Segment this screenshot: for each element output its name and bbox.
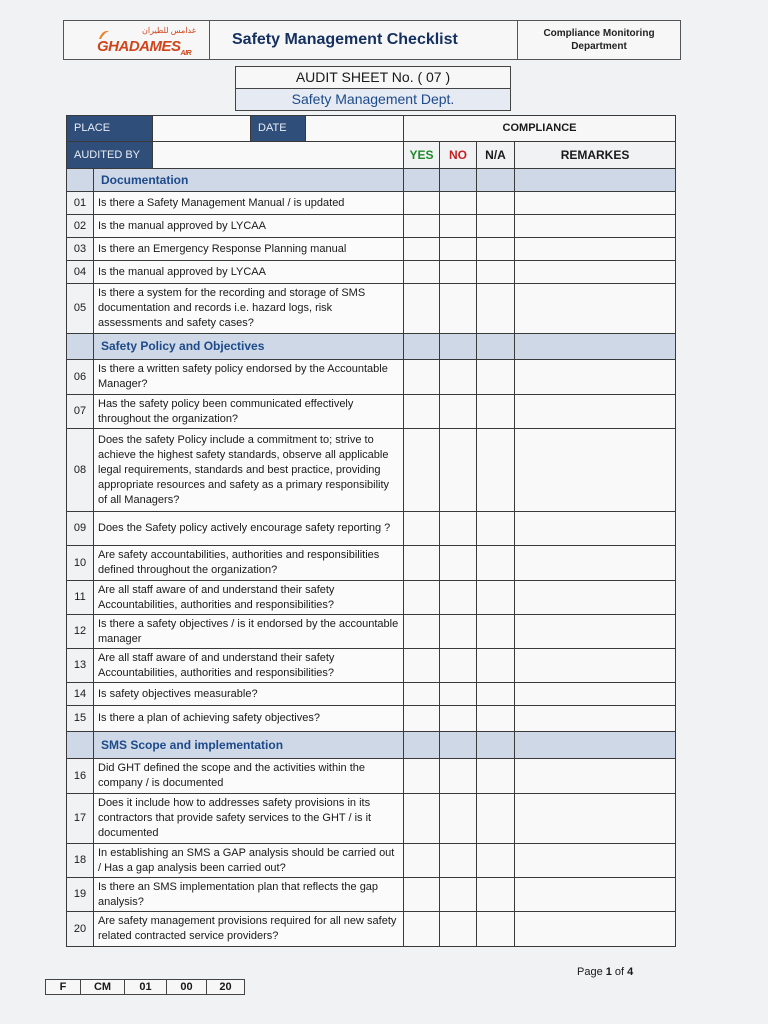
checklist-row xyxy=(67,912,676,947)
row-number: 11 xyxy=(67,581,94,615)
section-compliance-cell xyxy=(440,732,477,759)
section-compliance-cell xyxy=(404,334,440,360)
yes-cell[interactable] xyxy=(404,284,440,334)
no-cell[interactable] xyxy=(440,581,477,615)
page-total: 4 xyxy=(627,966,634,978)
remarks-cell[interactable] xyxy=(515,649,676,683)
no-cell[interactable] xyxy=(440,649,477,683)
row-number: 01 xyxy=(67,192,94,215)
remarks-cell[interactable] xyxy=(515,284,676,334)
yes-cell[interactable] xyxy=(404,844,440,878)
date-label: DATE xyxy=(251,116,306,142)
form-code-part: F xyxy=(46,980,81,994)
question-text: Are all staff aware of and understand their safety Accountabilities, authorities and responsibilities? xyxy=(94,649,404,683)
question-text: Is there an SMS implementation plan that reflects the gap analysis? xyxy=(94,878,404,912)
checklist-table xyxy=(66,115,676,947)
na-cell[interactable] xyxy=(477,649,515,683)
section-compliance-cell xyxy=(477,334,515,360)
yes-cell[interactable] xyxy=(404,429,440,512)
form-code-part: CM xyxy=(81,980,125,994)
question-text: In establishing an SMS a GAP analysis should be carried out / Has a gap analysis been carried out? xyxy=(94,844,404,878)
na-cell[interactable] xyxy=(477,759,515,794)
na-cell[interactable] xyxy=(477,360,515,395)
row-number: 15 xyxy=(67,706,94,732)
yes-cell[interactable] xyxy=(404,261,440,284)
yes-cell[interactable] xyxy=(404,878,440,912)
na-cell[interactable] xyxy=(477,238,515,261)
yes-cell[interactable] xyxy=(404,794,440,844)
no-cell[interactable] xyxy=(440,706,477,732)
row-number: 19 xyxy=(67,878,94,912)
na-cell[interactable] xyxy=(477,395,515,429)
remarks-cell[interactable] xyxy=(515,706,676,732)
section-header-row xyxy=(67,732,676,759)
row-number: 13 xyxy=(67,649,94,683)
yes-cell[interactable] xyxy=(404,546,440,581)
place-date-row xyxy=(67,116,676,142)
page-number xyxy=(577,966,633,978)
place-field[interactable] xyxy=(153,116,251,142)
na-cell[interactable] xyxy=(477,215,515,238)
logo-brand xyxy=(97,38,191,57)
na-cell[interactable] xyxy=(477,581,515,615)
checklist-row xyxy=(67,395,676,429)
question-text: Is there a written safety policy endorsed by the Accountable Manager? xyxy=(94,360,404,395)
section-number-cell xyxy=(67,732,94,759)
no-cell[interactable] xyxy=(440,912,477,947)
department-line-1: Compliance Monitoring xyxy=(543,27,655,39)
yes-cell[interactable] xyxy=(404,581,440,615)
no-cell[interactable] xyxy=(440,284,477,334)
checklist-row xyxy=(67,649,676,683)
logo-arabic-text: غدامس للطيران xyxy=(142,26,196,35)
no-cell[interactable] xyxy=(440,238,477,261)
page-current: 1 xyxy=(605,966,612,978)
no-cell[interactable] xyxy=(440,215,477,238)
section-compliance-cell xyxy=(477,732,515,759)
document-header xyxy=(63,20,681,60)
remarks-cell[interactable] xyxy=(515,759,676,794)
checklist-row xyxy=(67,794,676,844)
checklist-row xyxy=(67,261,676,284)
section-number-cell xyxy=(67,169,94,192)
no-cell[interactable] xyxy=(440,429,477,512)
no-cell[interactable] xyxy=(440,794,477,844)
na-cell[interactable] xyxy=(477,912,515,947)
audited-by-row xyxy=(67,142,676,169)
question-text: Does it include how to addresses safety provisions in its contractors that provide safety services to the GHT / is it documented xyxy=(94,794,404,844)
question-text: Has the safety policy been communicated effectively throughout the organization? xyxy=(94,395,404,429)
no-cell[interactable] xyxy=(440,360,477,395)
section-compliance-cell xyxy=(515,732,676,759)
question-text: Does the safety Policy include a commitment to; strive to achieve the highest safety standards, observe all applicable legal requirements, standards and best practice, providing appropriate resources and safety as a primary responsibility of all Managers? xyxy=(94,429,404,512)
audited-by-label: AUDITED BY xyxy=(67,142,153,169)
checklist-row xyxy=(67,581,676,615)
section-title: Documentation xyxy=(94,169,404,192)
question-text: Are safety management provisions required for all new safety related contracted service providers? xyxy=(94,912,404,947)
date-field[interactable] xyxy=(306,116,404,142)
section-compliance-cell xyxy=(515,169,676,192)
row-number: 02 xyxy=(67,215,94,238)
na-cell[interactable] xyxy=(477,546,515,581)
form-code-part: 00 xyxy=(167,980,207,994)
question-text: Is there a Safety Management Manual / is updated xyxy=(94,192,404,215)
question-text: Does the Safety policy actively encourage safety reporting ? xyxy=(94,512,404,546)
checklist-row xyxy=(67,683,676,706)
question-text: Are all staff aware of and understand their safety Accountabilities, authorities and responsibilities? xyxy=(94,581,404,615)
section-compliance-cell xyxy=(404,732,440,759)
na-header: N/A xyxy=(477,142,515,169)
row-number: 10 xyxy=(67,546,94,581)
no-cell[interactable] xyxy=(440,615,477,649)
section-compliance-cell xyxy=(404,169,440,192)
page-title: Safety Management Checklist xyxy=(210,21,518,59)
yes-cell[interactable] xyxy=(404,615,440,649)
logo-brand-name: GHADAMES xyxy=(97,38,181,55)
department-line-2: Department xyxy=(571,41,627,52)
checklist-row xyxy=(67,706,676,732)
checklist-row xyxy=(67,759,676,794)
row-number: 08 xyxy=(67,429,94,512)
no-cell[interactable] xyxy=(440,261,477,284)
question-text: Is safety objectives measurable? xyxy=(94,683,404,706)
checklist-row xyxy=(67,615,676,649)
yes-cell[interactable] xyxy=(404,512,440,546)
remarks-cell[interactable] xyxy=(515,794,676,844)
checklist-row xyxy=(67,546,676,581)
remarks-header: REMARKES xyxy=(515,142,676,169)
yes-cell[interactable] xyxy=(404,395,440,429)
row-number: 05 xyxy=(67,284,94,334)
logo-brand-suffix: AIR xyxy=(180,50,192,57)
question-text: Is there a system for the recording and storage of SMS documentation and records i.e. hazard logs, risk assessments and safety cases? xyxy=(94,284,404,334)
no-cell[interactable] xyxy=(440,878,477,912)
no-cell[interactable] xyxy=(440,192,477,215)
page-of: of xyxy=(611,966,628,978)
yes-cell[interactable] xyxy=(404,238,440,261)
na-cell[interactable] xyxy=(477,878,515,912)
section-compliance-cell xyxy=(477,169,515,192)
row-number: 09 xyxy=(67,512,94,546)
question-text: Is the manual approved by LYCAA xyxy=(94,215,404,238)
row-number: 06 xyxy=(67,360,94,395)
na-cell[interactable] xyxy=(477,706,515,732)
form-code-part: 01 xyxy=(125,980,167,994)
section-compliance-cell xyxy=(440,169,477,192)
form-code xyxy=(45,979,245,995)
section-header-row xyxy=(67,334,676,360)
remarks-cell[interactable] xyxy=(515,546,676,581)
row-number: 03 xyxy=(67,238,94,261)
remarks-cell[interactable] xyxy=(515,912,676,947)
na-cell[interactable] xyxy=(477,261,515,284)
remarks-cell[interactable] xyxy=(515,261,676,284)
yes-cell[interactable] xyxy=(404,706,440,732)
na-cell[interactable] xyxy=(477,512,515,546)
row-number: 12 xyxy=(67,615,94,649)
no-cell[interactable] xyxy=(440,759,477,794)
place-label: PLACE xyxy=(67,116,153,142)
checklist-row xyxy=(67,215,676,238)
row-number: 17 xyxy=(67,794,94,844)
question-text: Is the manual approved by LYCAA xyxy=(94,261,404,284)
row-number: 16 xyxy=(67,759,94,794)
yes-cell[interactable] xyxy=(404,649,440,683)
remarks-cell[interactable] xyxy=(515,683,676,706)
no-header: NO xyxy=(440,142,477,169)
form-code-part: 20 xyxy=(219,981,232,993)
no-cell[interactable] xyxy=(440,546,477,581)
page-prefix: Page xyxy=(577,966,606,978)
question-text: Did GHT defined the scope and the activities within the company / is documented xyxy=(94,759,404,794)
yes-cell[interactable] xyxy=(404,912,440,947)
yes-cell[interactable] xyxy=(404,759,440,794)
question-text: Is there a plan of achieving safety objectives? xyxy=(94,706,404,732)
remarks-cell[interactable] xyxy=(515,429,676,512)
na-cell[interactable] xyxy=(477,794,515,844)
yes-cell[interactable] xyxy=(404,683,440,706)
checklist-row xyxy=(67,878,676,912)
section-number-cell xyxy=(67,334,94,360)
no-cell[interactable] xyxy=(440,512,477,546)
yes-cell[interactable] xyxy=(404,192,440,215)
audited-by-field[interactable] xyxy=(153,142,404,169)
row-number: 07 xyxy=(67,395,94,429)
remarks-cell[interactable] xyxy=(515,844,676,878)
remarks-cell[interactable] xyxy=(515,215,676,238)
remarks-cell[interactable] xyxy=(515,238,676,261)
department-label xyxy=(518,21,680,59)
na-cell[interactable] xyxy=(477,844,515,878)
checklist-row xyxy=(67,844,676,878)
checklist-row xyxy=(67,192,676,215)
question-text: Are safety accountabilities, authorities and responsibilities defined throughout the organization? xyxy=(94,546,404,581)
na-cell[interactable] xyxy=(477,615,515,649)
question-text: Is there a safety objectives / is it endorsed by the accountable manager xyxy=(94,615,404,649)
row-number: 14 xyxy=(67,683,94,706)
na-cell[interactable] xyxy=(477,429,515,512)
section-title: SMS Scope and implementation xyxy=(94,732,404,759)
section-title: Safety Policy and Objectives xyxy=(94,334,404,360)
checklist-row xyxy=(67,429,676,512)
remarks-cell[interactable] xyxy=(515,878,676,912)
checklist-row xyxy=(67,238,676,261)
yes-header: YES xyxy=(404,142,440,169)
question-text: Is there an Emergency Response Planning manual xyxy=(94,238,404,261)
remarks-cell[interactable] xyxy=(515,192,676,215)
audit-sheet-number: AUDIT SHEET No. ( 07 ) xyxy=(235,66,511,89)
checklist-row xyxy=(67,360,676,395)
company-logo xyxy=(64,21,210,59)
remarks-cell[interactable] xyxy=(515,360,676,395)
na-cell[interactable] xyxy=(477,192,515,215)
no-cell[interactable] xyxy=(440,844,477,878)
compliance-header: COMPLIANCE xyxy=(404,116,676,142)
remarks-cell[interactable] xyxy=(515,581,676,615)
section-header-row xyxy=(67,169,676,192)
yes-cell[interactable] xyxy=(404,360,440,395)
na-cell[interactable] xyxy=(477,284,515,334)
row-number: 18 xyxy=(67,844,94,878)
section-compliance-cell xyxy=(515,334,676,360)
remarks-cell[interactable] xyxy=(515,395,676,429)
row-number: 04 xyxy=(67,261,94,284)
remarks-cell[interactable] xyxy=(515,615,676,649)
yes-cell[interactable] xyxy=(404,215,440,238)
row-number: 20 xyxy=(67,912,94,947)
no-cell[interactable] xyxy=(440,395,477,429)
remarks-cell[interactable] xyxy=(515,512,676,546)
section-compliance-cell xyxy=(440,334,477,360)
na-cell[interactable] xyxy=(477,683,515,706)
checklist-row xyxy=(67,512,676,546)
audit-department: Safety Management Dept. xyxy=(235,88,511,111)
checklist-row xyxy=(67,284,676,334)
no-cell[interactable] xyxy=(440,683,477,706)
